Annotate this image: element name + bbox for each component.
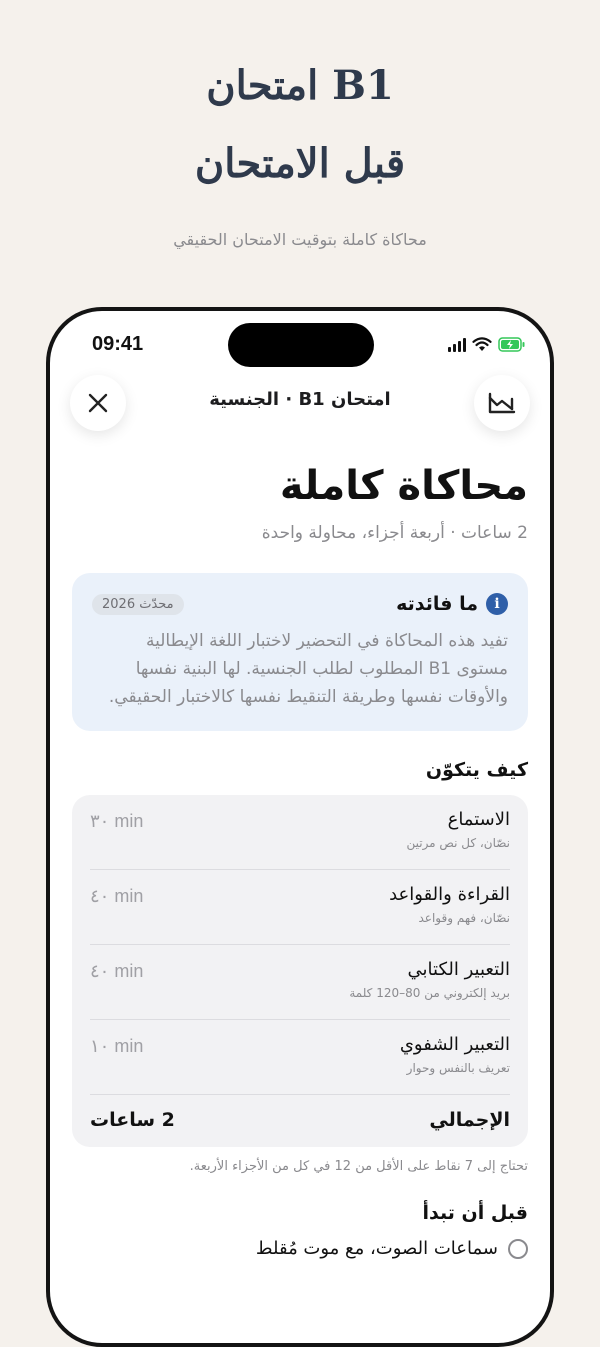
part-duration: ٤٠ min: [90, 886, 144, 907]
part-desc: نصّان، فهم وقواعد: [418, 911, 510, 926]
chart-icon: [487, 390, 517, 416]
part-duration: ٤٠ min: [90, 961, 144, 982]
info-icon: i: [486, 593, 508, 615]
phone-frame: [46, 307, 554, 1347]
part-desc: نصّان، كل نص مرتين: [406, 836, 510, 851]
radio-circle-icon[interactable]: [508, 1239, 528, 1259]
page-content: [72, 461, 528, 1259]
info-body: تفيد هذه المحاكاة في التحضير لاختبار اللغة الإيطالية مستوى B1 المطلوب لطلب الجنسية. لها البنية نفسها والأوقات نفسها وطريقة التنقيط نفسها كالاختبار الحقيقي.: [108, 631, 508, 708]
page-title: محاكاة كاملة: [279, 463, 528, 509]
total-label: الإجمالي: [429, 1109, 510, 1132]
info-card: [72, 573, 528, 731]
part-duration: ٣٠ min: [90, 811, 144, 832]
total-value: 2 ساعات: [90, 1109, 175, 1132]
updated-badge: محدّث 2026: [92, 594, 184, 615]
wifi-icon: [472, 337, 492, 352]
hero-title-line2: قبل الامتحان: [194, 140, 406, 187]
part-name: القراءة والقواعد: [389, 884, 510, 906]
part-row: [90, 870, 510, 945]
part-row: [90, 945, 510, 1020]
page-subtitle: 2 ساعات · أربعة أجزاء، محاولة واحدة: [261, 523, 528, 543]
total-row: [90, 1095, 510, 1147]
close-button[interactable]: [70, 375, 126, 431]
part-desc: تعريف بالنفس وحوار: [406, 1061, 510, 1076]
battery-charging-icon: [498, 337, 526, 352]
before-title: قبل أن تبدأ: [422, 1202, 528, 1225]
info-title: [396, 593, 508, 615]
hero-title-line1: امتحان B1: [206, 62, 394, 109]
nav-title: امتحان B1 · الجنسية: [209, 389, 391, 410]
part-duration: ١٠ min: [90, 1036, 144, 1057]
checklist-item-label: سماعات الصوت، مع موت مُقلط: [255, 1238, 498, 1260]
status-icons: [448, 337, 526, 352]
part-name: التعبير الكتابي: [407, 959, 510, 981]
stats-button[interactable]: [474, 375, 530, 431]
checklist-item[interactable]: [72, 1238, 528, 1259]
part-row: [90, 795, 510, 870]
parts-card: [72, 795, 528, 1147]
hero-subtitle: محاكاة كاملة بتوقيت الامتحان الحقيقي: [173, 230, 427, 249]
info-title-text: ما فائدته: [396, 593, 478, 615]
part-desc: بريد إلكتروني من 80–120 كلمة: [349, 986, 510, 1001]
part-row: [90, 1020, 510, 1095]
passing-note: تحتاج إلى 7 نقاط على الأقل من 12 في كل من الأجزاء الأربعة.: [189, 1159, 528, 1175]
part-name: الاستماع: [447, 809, 510, 831]
dynamic-island: [228, 323, 374, 367]
status-time: 09:41: [92, 333, 144, 355]
close-icon: [87, 392, 109, 414]
composition-title: كيف يتكوّن: [425, 759, 528, 782]
part-name: التعبير الشفوي: [399, 1034, 510, 1056]
signal-icon: [448, 338, 466, 352]
